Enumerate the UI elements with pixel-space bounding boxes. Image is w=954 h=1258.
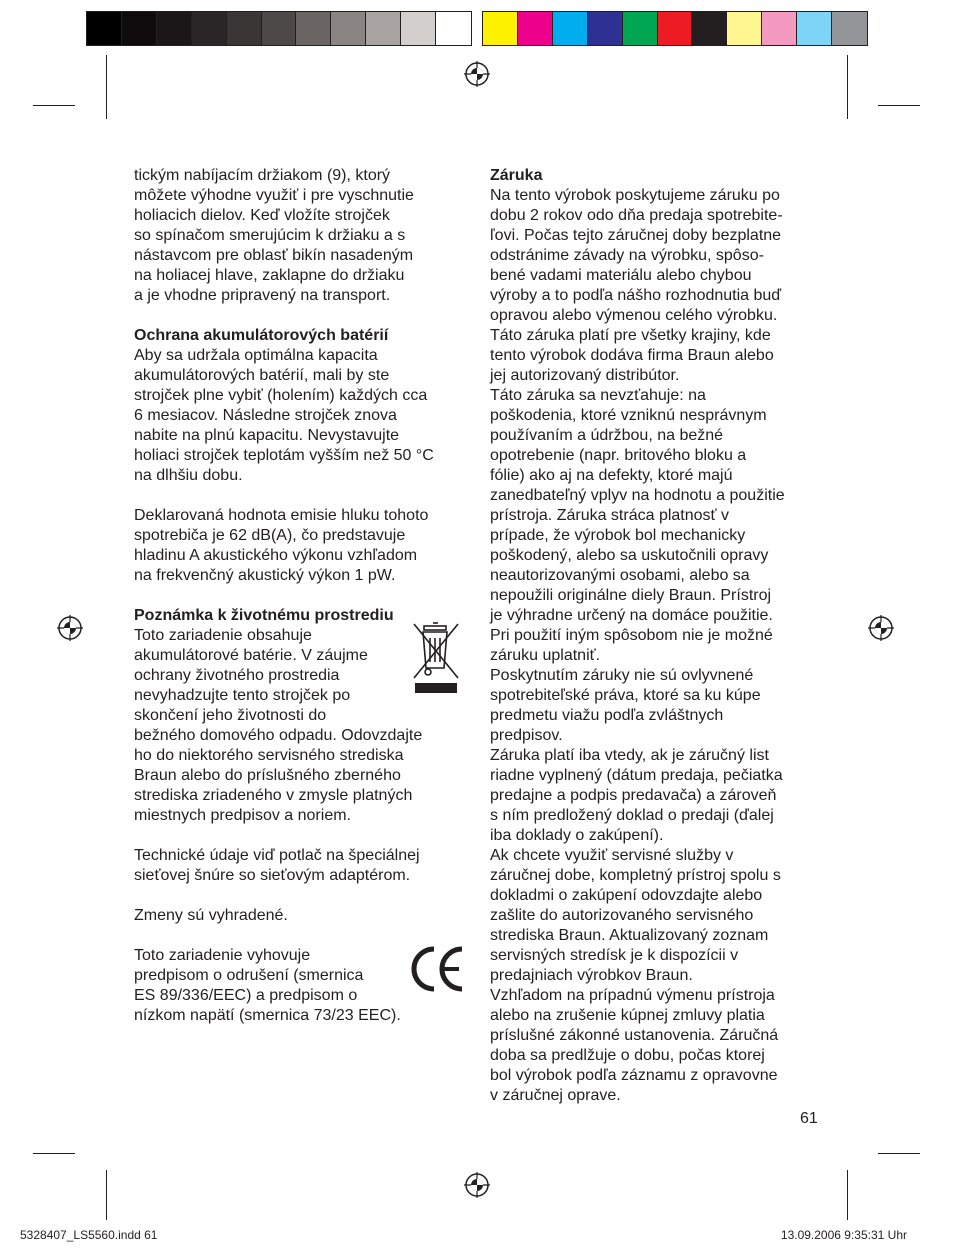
text-line: dobu 2 rokov odo dňa predaja spotrebite- (490, 207, 783, 224)
text-line: fólie) ako aj na defekty, ktoré majú (490, 467, 733, 484)
environment-heading: Poznámka k životnému prostrediu (134, 607, 394, 624)
text-line: nástavcom pre oblasť bikín nasadeným (134, 247, 414, 264)
text-line: strediska Braun. Aktualizovaný zoznam (490, 927, 769, 944)
text-line: tickým nabíjacím držiakom (9), ktorý (134, 167, 391, 184)
crop-mark (106, 55, 107, 119)
text-line: skončení jeho životnosti do (134, 707, 327, 724)
color-swatch (436, 12, 471, 45)
text-line: môžete výhodne využiť i pre vyschnutie (134, 187, 414, 204)
color-swatch (122, 12, 157, 45)
text-line: ľovi. Počas tejto záručnej doby bezplatne (490, 227, 782, 244)
text-line: Ak chcete využiť servisné služby v (490, 847, 734, 864)
text-line: Deklarovaná hodnota emisie hluku tohoto (134, 507, 429, 524)
text-line: doba sa predlžuje o dobu, počas ktorej (490, 1047, 765, 1064)
color-swatch (296, 12, 331, 45)
registration-mark-icon (57, 615, 83, 641)
text-line: Na tento výrobok poskytujeme záruku po (490, 187, 780, 204)
color-swatch (87, 12, 122, 45)
crop-mark (106, 1170, 107, 1220)
text-line: na holiacej hlave, zaklapne do držiaku (134, 267, 405, 284)
text-line: holiacich dielov. Keď vložíte strojček (134, 207, 390, 224)
technical-data-paragraph (134, 846, 466, 886)
color-swatch (762, 12, 797, 45)
text-line: strojček plne vybiť (holením) každých cca (134, 387, 428, 404)
noise-paragraph (134, 506, 466, 586)
warranty-column (490, 166, 820, 1106)
color-swatch (658, 12, 693, 45)
text-line: zanedbateľný vplyv na hodnotu a použitie (490, 487, 785, 504)
text-line: príslušné zákonné ustanovenia. Záručná (490, 1027, 779, 1044)
color-swatch (227, 12, 262, 45)
color-swatch (727, 12, 762, 45)
crop-mark (847, 55, 848, 119)
ce-mark-icon (411, 944, 465, 994)
text-line: tento výrobok dodáva firma Braun alebo (490, 347, 774, 364)
text-line: jej autorizovaný distribútor. (490, 367, 680, 384)
text-line: hladinu A akustického výkonu vzhľadom (134, 547, 418, 564)
text-line: riadne vyplnený (dátum predaja, pečiatka (490, 767, 783, 784)
text-line: nízkom napätí (smernica 73/23 EEC). (134, 1007, 401, 1024)
text-line: predpisom o odrušení (smernica (134, 967, 364, 984)
text-line: Toto zariadenie vyhovuje (134, 947, 311, 964)
color-swatch (401, 12, 436, 45)
text-line: Táto záruka platí pre všetky krajiny, kde (490, 327, 771, 344)
process-color-bar (482, 11, 868, 46)
text-line: je výhradne určený na domáce použitie. (490, 607, 773, 624)
text-line: so spínačom smerujúcim k držiaku a s (134, 227, 406, 244)
color-swatch (553, 12, 588, 45)
warranty-paragraph (490, 186, 820, 1106)
text-line: s ním predložený doklad o predaji (ďalej (490, 807, 774, 824)
text-line: servisných stredísk je k dispozícii v (490, 947, 739, 964)
crossed-out-wheelie-bin-icon (412, 622, 460, 696)
text-line: akumulátorové batérie. V záujme (134, 647, 368, 664)
text-line: strediska zriadeného v zmysle platných (134, 787, 413, 804)
text-line: dokladmi o zakúpení odovzdajte alebo (490, 887, 763, 904)
text-line: iba doklady o zakúpení). (490, 827, 664, 844)
text-line: poškodený, alebo sa uskutočnili opravy (490, 547, 769, 564)
color-swatch (623, 12, 658, 45)
color-swatch (518, 12, 553, 45)
color-swatch (262, 12, 297, 45)
text-line: alebo na zrušenie kúpnej zmluvy platia (490, 1007, 765, 1024)
text-line: Braun alebo do príslušného zberného (134, 767, 401, 784)
text-line: nabite na plnú kapacitu. Nevystavujte (134, 427, 400, 444)
text-line: opravou alebo výmenou celého výrobku. (490, 307, 778, 324)
color-swatch (366, 12, 401, 45)
text-line: predajne a podpis predavača) a zároveň (490, 787, 777, 804)
text-line: Vzhľadom na prípadnú výmenu prístroja (490, 987, 775, 1004)
registration-mark-icon (464, 61, 490, 87)
text-line: prípade, že výrobok bol mechanicky (490, 527, 746, 544)
text-line: akumulátorových batérií, mali by ste (134, 367, 390, 384)
text-line: v záručnej oprave. (490, 1087, 621, 1104)
text-line: Pri použití iným spôsobom nie je možné (490, 627, 773, 644)
text-line: ES 89/336/EEC) a predpisom o (134, 987, 358, 1004)
text-line: opotrebenie (napr. britového bloku a (490, 447, 747, 464)
text-line: odstránime závady na výrobku, spôso- (490, 247, 764, 264)
registration-mark-icon (464, 1172, 490, 1198)
color-swatch (157, 12, 192, 45)
text-line: prístroja. Záruka stráca platnosť v (490, 507, 729, 524)
print-slug-timestamp: 13.09.2006 9:35:31 Uhr (780, 1228, 907, 1242)
print-slug-file: 5328407_LS5560.indd 61 (20, 1228, 158, 1242)
color-swatch (192, 12, 227, 45)
text-line: Táto záruka sa nevzťahuje: na (490, 387, 706, 404)
battery-heading: Ochrana akumulátorových batérií (134, 327, 389, 344)
text-line: spotrebiteľské práva, ktoré sa ku kúpe (490, 687, 761, 704)
text-line: bol výrobok podľa záznamu z opravovne (490, 1067, 778, 1084)
text-line: nepoužili originálne diely Braun. Prístroj (490, 587, 772, 604)
color-swatch (331, 12, 366, 45)
text-line: a je vhodne pripravený na transport. (134, 287, 391, 304)
battery-paragraph (134, 346, 466, 486)
text-line: miestnych predpisov a noriem. (134, 807, 351, 824)
text-line: ho do niektorého servisného strediska (134, 747, 404, 764)
crop-mark (33, 1153, 75, 1154)
color-swatch (832, 12, 867, 45)
text-line: predmetu viažu podľa zvláštnych (490, 707, 724, 724)
color-swatch (797, 12, 832, 45)
text-line: záruku uplatniť. (490, 647, 601, 664)
text-line: Poskytnutím záruky nie sú ovlyvnené (490, 667, 754, 684)
crop-mark (33, 105, 75, 106)
color-swatch (588, 12, 623, 45)
text-line: holiaci strojček teplotám vyšším než 50 °C (134, 447, 434, 464)
text-line: používaním a údržbou, na bežné (490, 427, 724, 444)
left-text-column (134, 166, 466, 1026)
text-line: predpisov. (490, 727, 563, 744)
crop-mark (847, 1170, 848, 1220)
text-line: výroby a to podľa nášho rozhodnutia buď (490, 287, 782, 304)
text-line: poškodenia, ktoré vzniknú nesprávnym (490, 407, 767, 424)
text-line: neautorizovanými osobami, alebo sa (490, 567, 750, 584)
intro-paragraph (134, 166, 466, 306)
text-line: zašlite do autorizovaného servisného (490, 907, 754, 924)
text-line: ochrany životného prostredia (134, 667, 340, 684)
registration-mark-icon (868, 615, 894, 641)
text-line: 6 mesiacov. Následne strojček znova (134, 407, 397, 424)
text-line: bežného domového odpadu. Odovzdajte (134, 727, 423, 744)
crop-mark (878, 105, 920, 106)
text-line: Toto zariadenie obsahuje (134, 627, 312, 644)
crop-mark (878, 1153, 920, 1154)
text-line: spotrebiča je 62 dB(A), čo predstavuje (134, 527, 406, 544)
text-line: predajniach výrobkov Braun. (490, 967, 693, 984)
text-line: záručnej dobe, kompletný prístroj spolu s (490, 867, 781, 884)
text-line: nevyhadzujte tento strojček po (134, 687, 351, 704)
text-line: na frekvenčný akustický výkon 1 pW. (134, 567, 396, 584)
text-line: Záruka platí iba vtedy, ak je záručný list (490, 747, 769, 764)
text-line: bené vadami materiálu alebo chybou (490, 267, 752, 284)
color-swatch (692, 12, 727, 45)
text-line: na dlhšiu dobu. (134, 467, 243, 484)
text-line: Technické údaje viď potlač na špeciálnej (134, 847, 420, 864)
text-line: Aby sa udržala optimálna kapacita (134, 347, 378, 364)
changes-reserved-text: Zmeny sú vyhradené. (134, 907, 288, 924)
page-number: 61 (800, 1110, 818, 1127)
color-swatch (483, 12, 518, 45)
grayscale-color-bar (86, 11, 472, 46)
warranty-heading: Záruka (490, 167, 543, 184)
text-line: sieťovej šnúre so sieťovým adaptérom. (134, 867, 411, 884)
